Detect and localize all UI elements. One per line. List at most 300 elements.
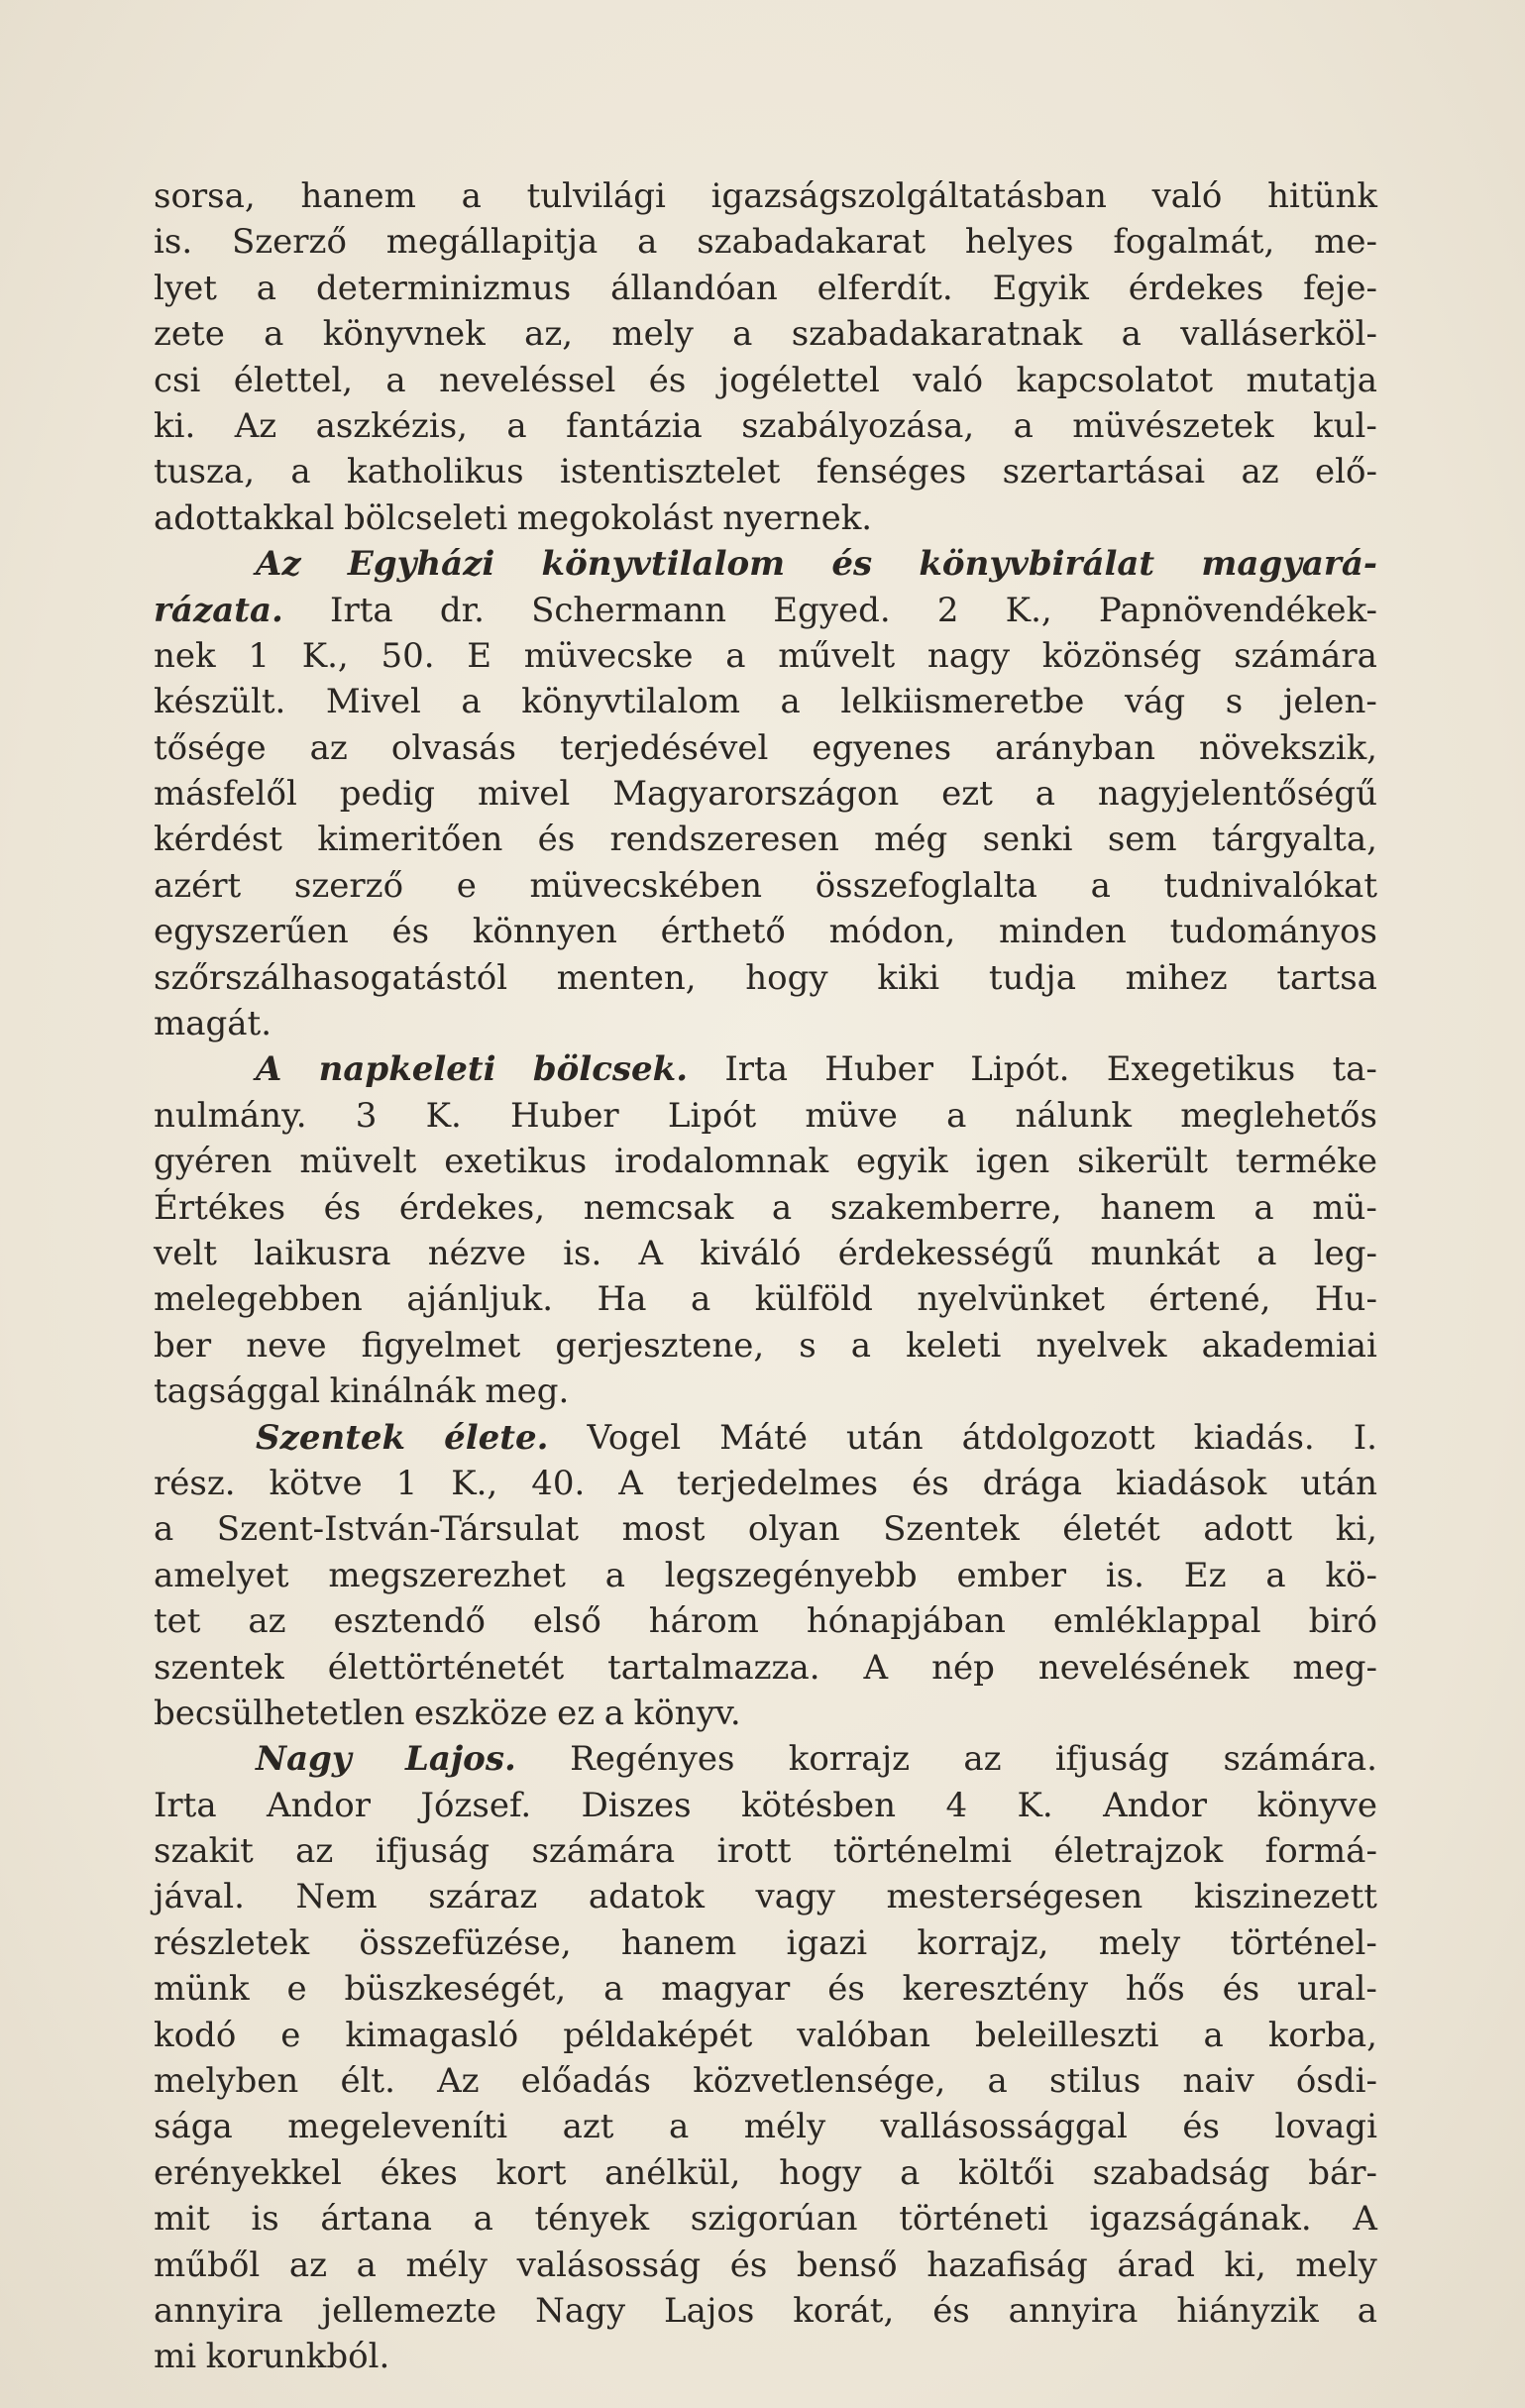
word: a	[1013, 405, 1034, 446]
word: könyv.	[633, 1693, 741, 1733]
word: számára	[531, 1831, 676, 1872]
word: és	[912, 1463, 949, 1503]
word: lyet	[154, 268, 217, 308]
word: a	[1203, 2015, 1224, 2055]
word: élettörténetét	[327, 1647, 565, 1688]
word: a	[1121, 314, 1142, 355]
word: kötve	[269, 1463, 363, 1503]
word: kiadások	[1115, 1463, 1267, 1503]
word: külföld	[754, 1279, 873, 1320]
word: kapcsolatot	[1016, 360, 1214, 400]
word: költői	[958, 2152, 1054, 2193]
word: és	[648, 360, 687, 400]
word: figyelmet	[361, 1325, 521, 1366]
word: szabadakaratnak	[791, 314, 1083, 355]
word: történeti	[899, 2199, 1048, 2240]
word: Diszes	[581, 1785, 692, 1825]
word: determinizmus	[315, 268, 572, 308]
word: való	[913, 360, 984, 400]
text-line	[154, 173, 1377, 219]
word: és	[932, 2290, 970, 2331]
text-line	[154, 1461, 1377, 1506]
word: az	[288, 2244, 328, 2285]
word: a	[732, 314, 753, 355]
italic-title-word: magyará-	[1201, 544, 1377, 585]
word: átdolgozott	[961, 1417, 1155, 1458]
text-line	[154, 863, 1377, 909]
word: elő-	[1315, 452, 1377, 493]
word: müvecskében	[529, 865, 763, 906]
text-line	[154, 1691, 1377, 1736]
word: nagy	[926, 635, 1011, 676]
word: 3	[355, 1095, 378, 1136]
text-line	[154, 1001, 1377, 1046]
word: a	[1265, 1555, 1286, 1595]
word: meg-	[1292, 1647, 1377, 1688]
word: a	[256, 268, 277, 308]
word: és	[323, 1187, 362, 1228]
word: müve	[805, 1095, 898, 1136]
word: és	[729, 2244, 768, 2285]
word: és	[1182, 2107, 1220, 2147]
word: velt	[154, 1233, 217, 1273]
word: egyszerűen	[154, 912, 349, 952]
text-line	[154, 2058, 1377, 2104]
word: melegebben	[154, 1279, 363, 1320]
word: is.	[154, 222, 193, 263]
word: ki.	[154, 405, 196, 446]
text-line	[154, 2013, 1377, 2058]
word: müvecske	[523, 635, 694, 676]
word: igazságának.	[1089, 2199, 1312, 2240]
word: kérdést	[154, 820, 282, 860]
word: csi	[154, 360, 201, 400]
word: Regényes	[570, 1739, 735, 1780]
word: a	[290, 452, 311, 493]
word: erényekkel	[154, 2152, 342, 2193]
word: nevelésének	[1037, 1647, 1250, 1688]
word: igen	[975, 1142, 1050, 1182]
text-line	[154, 1920, 1377, 1966]
word: ural-	[1297, 1969, 1377, 2010]
italic-title-word: és	[831, 544, 873, 585]
word: érthető	[660, 912, 786, 952]
word: a	[987, 2061, 1008, 2102]
word: mesterségesen	[886, 1877, 1144, 1917]
word: a	[900, 2152, 921, 2193]
word: kinálnák	[329, 1371, 476, 1412]
word: ber	[154, 1325, 212, 1366]
word: a	[473, 2199, 493, 2240]
word: hiányzik	[1176, 2290, 1319, 2331]
word: történel-	[1230, 1922, 1377, 1963]
word: me-	[1314, 222, 1377, 263]
word: is.	[563, 1233, 602, 1273]
word: naiv	[1182, 2061, 1254, 2102]
word: megeleveníti	[287, 2107, 508, 2147]
word: mihez	[1125, 957, 1228, 998]
word: hanem	[620, 1922, 737, 1963]
word: eszköze	[414, 1693, 548, 1733]
word: keresztény	[902, 1969, 1089, 2010]
text-line	[154, 449, 1377, 494]
word: Az	[234, 405, 277, 446]
word: számára	[1234, 635, 1377, 676]
text-line	[154, 1598, 1377, 1644]
word: még	[874, 820, 948, 860]
word: ember	[956, 1555, 1066, 1595]
word: a	[604, 1555, 625, 1595]
word: a	[668, 2107, 690, 2147]
word: szakit	[154, 1831, 254, 1872]
word: formá-	[1264, 1831, 1377, 1872]
word: módon,	[828, 912, 956, 952]
word: K.,	[301, 635, 349, 676]
word: becsülhetetlen	[154, 1693, 405, 1733]
word: nép	[931, 1647, 995, 1688]
word: rendszeresen	[609, 820, 839, 860]
word: a	[356, 2244, 377, 2285]
word: Irta	[724, 1049, 788, 1090]
word: a	[946, 1095, 967, 1136]
word: mü-	[1312, 1187, 1377, 1228]
word: korba,	[1267, 2015, 1377, 2055]
word: vagy	[755, 1877, 835, 1917]
word: korát,	[793, 2290, 895, 2331]
word: hogy	[779, 2152, 862, 2193]
italic-title-word: rázata.	[154, 590, 283, 630]
word: tulvilági	[526, 176, 666, 216]
word: most	[621, 1509, 706, 1550]
word: tények	[534, 2199, 650, 2240]
text-line	[154, 403, 1377, 449]
word: műből	[154, 2244, 261, 2285]
text-line	[154, 1783, 1377, 1828]
word: A	[618, 1463, 643, 1503]
word: ajánljuk.	[406, 1279, 554, 1320]
word: akademiai	[1201, 1325, 1377, 1366]
word: ifjuság	[1054, 1739, 1170, 1780]
word: Huber	[510, 1095, 619, 1136]
word: mely	[1098, 1922, 1181, 1963]
text-line	[154, 1093, 1377, 1139]
word: a	[461, 682, 482, 722]
word: József.	[420, 1785, 532, 1825]
italic-title-word: A	[256, 1049, 282, 1090]
italic-title-word: könyvtilalom	[541, 544, 786, 585]
word: laikusra	[254, 1233, 391, 1273]
word: való	[1151, 176, 1223, 216]
word: állandóan	[610, 268, 778, 308]
word: A	[863, 1647, 889, 1688]
text-line	[154, 725, 1377, 771]
word: Andor	[267, 1785, 371, 1825]
word: a	[154, 1509, 174, 1550]
word: könnyen	[472, 912, 617, 952]
word: után	[1300, 1463, 1377, 1503]
word: neveléssel	[439, 360, 616, 400]
word: a	[1253, 1187, 1274, 1228]
word: sága	[154, 2107, 233, 2147]
word: kiadás.	[1193, 1417, 1315, 1458]
italic-title-word: könyvbirálat	[919, 544, 1155, 585]
word: Irta	[154, 1785, 217, 1825]
word: Az	[437, 2061, 480, 2102]
word: Papnövendékek-	[1098, 590, 1377, 630]
word: ifjuság	[375, 1831, 490, 1872]
word: tudja	[988, 957, 1076, 998]
word: katholikus	[347, 452, 524, 493]
word: árad	[1117, 2244, 1195, 2285]
word: bár-	[1308, 2152, 1377, 2193]
word: müvészetek	[1072, 405, 1274, 446]
word: sikerült	[1077, 1142, 1208, 1182]
word: és	[391, 912, 430, 952]
word: a	[771, 1187, 793, 1228]
word: 2	[936, 590, 959, 630]
word: senki	[982, 820, 1073, 860]
word: 1	[395, 1463, 418, 1503]
word: Egyed.	[773, 590, 891, 630]
text-line	[154, 1276, 1377, 1322]
italic-title-word: bölcsek.	[532, 1049, 689, 1090]
word: ki,	[1224, 2244, 1266, 2285]
word: s	[799, 1325, 817, 1366]
text-line	[154, 1368, 1377, 1414]
word: egyenes	[812, 727, 952, 768]
word: szakemberre,	[829, 1187, 1062, 1228]
word: beleilleszti	[975, 2015, 1159, 2055]
text-line	[154, 1553, 1377, 1598]
word: Andor	[1103, 1785, 1208, 1825]
word: egyik	[856, 1142, 948, 1182]
word: Huber	[824, 1049, 933, 1090]
word: fantázia	[566, 405, 703, 446]
word: magyar	[661, 1969, 791, 2010]
word: közvetlensége,	[693, 2061, 946, 2102]
word: dr.	[439, 590, 485, 630]
word: keleti	[906, 1325, 1002, 1366]
word: a	[637, 222, 658, 263]
word: Nem	[295, 1877, 378, 1917]
word: K.,	[1005, 590, 1052, 630]
word: a	[780, 682, 801, 722]
word: szőrszálhasogatástól	[154, 957, 508, 998]
word: mély	[405, 2244, 488, 2285]
word: biró	[1308, 1601, 1377, 1642]
word: jellemezte	[321, 2290, 497, 2331]
word: elferdít.	[817, 268, 953, 308]
text-line	[154, 358, 1377, 403]
word: K.	[1017, 1785, 1053, 1825]
word: a	[725, 635, 746, 676]
text-line	[154, 2150, 1377, 2196]
word: az,	[524, 314, 574, 355]
word: annyira	[1008, 2290, 1139, 2331]
word: münk	[154, 1969, 250, 2010]
word: meglehetős	[1180, 1095, 1377, 1136]
word: Nagy	[535, 2290, 626, 2331]
word: melyben	[154, 2061, 299, 2102]
word: megállapitja	[385, 222, 599, 263]
word: élettel,	[233, 360, 354, 400]
word: terméke	[1235, 1142, 1377, 1182]
word: büszkeségét,	[344, 1969, 567, 2010]
text-line	[154, 909, 1377, 954]
word: müvelt	[299, 1142, 417, 1182]
word: kodó	[154, 2015, 237, 2055]
word: tet	[154, 1601, 201, 1642]
word: Schermann	[531, 590, 727, 630]
word: emléklappal	[1052, 1601, 1261, 1642]
word: szabályozása,	[741, 405, 975, 446]
word: és	[827, 1969, 865, 2010]
word: és	[537, 820, 576, 860]
word: olvasás	[390, 727, 516, 768]
word: három	[648, 1601, 759, 1642]
word: a	[385, 360, 406, 400]
text-line	[154, 771, 1377, 817]
word: szentek	[154, 1647, 284, 1688]
text-line	[154, 2104, 1377, 2149]
word: a	[1256, 1233, 1277, 1273]
word: I.	[1353, 1417, 1377, 1458]
word: nulmány.	[154, 1095, 307, 1136]
word: a	[1035, 774, 1056, 815]
word: minden	[999, 912, 1127, 952]
word: azért	[154, 865, 242, 906]
word: értené,	[1148, 1279, 1271, 1320]
word: ta-	[1332, 1049, 1377, 1090]
word: fogalmát,	[1113, 222, 1275, 263]
word: Máté	[719, 1417, 808, 1458]
word: drága	[982, 1463, 1082, 1503]
word: kötésben	[740, 1785, 897, 1825]
text-line	[154, 541, 1377, 587]
word: adatok	[588, 1877, 705, 1917]
word: szerző	[293, 865, 404, 906]
word: Lipót	[667, 1095, 757, 1136]
word: nyelvek	[1035, 1325, 1167, 1366]
word: érdekes	[1128, 268, 1264, 308]
word: ezt	[941, 774, 993, 815]
word: művelt	[778, 635, 896, 676]
word: olyan	[747, 1509, 840, 1550]
word: Szentek	[883, 1509, 1020, 1550]
word: legszegényebb	[664, 1555, 918, 1595]
word: kiváló	[700, 1233, 802, 1273]
word: érdekességű	[837, 1233, 1054, 1273]
word: meg.	[485, 1371, 570, 1412]
word: istentisztelet	[560, 452, 781, 493]
word: amelyet	[154, 1555, 289, 1595]
word: helyes	[964, 222, 1074, 263]
text-line	[154, 495, 1377, 541]
word: kimeritően	[317, 820, 503, 860]
word: 4	[945, 1785, 968, 1825]
word: e	[280, 2015, 301, 2055]
word: az	[248, 1601, 286, 1642]
word: mely	[611, 314, 694, 355]
word: hős	[1125, 1969, 1185, 2010]
word: Vogel	[587, 1417, 682, 1458]
text-line	[154, 1736, 1377, 1782]
word: is.	[1105, 1555, 1144, 1595]
word: példaképét	[563, 2015, 753, 2055]
body-text	[154, 173, 1377, 2380]
word: mit	[154, 2199, 210, 2240]
text-line	[154, 1046, 1377, 1092]
word: ez	[557, 1693, 596, 1733]
word: másfelől	[154, 774, 297, 815]
word: valásosság	[516, 2244, 702, 2285]
word: az	[309, 727, 348, 768]
word: mivel	[477, 774, 571, 815]
word: vallásossággal	[880, 2107, 1128, 2147]
word: magát.	[154, 1004, 272, 1044]
italic-title-word: Lajos.	[404, 1739, 516, 1780]
word: bölcseleti	[343, 497, 508, 538]
word: összefoglalta	[815, 865, 1037, 906]
text-line	[154, 1231, 1377, 1276]
word: Ha	[597, 1279, 647, 1320]
word: A	[638, 1233, 664, 1273]
word: feje-	[1303, 268, 1377, 308]
word: igazi	[786, 1922, 868, 1963]
word: hónapjában	[806, 1601, 1006, 1642]
word: sem	[1107, 820, 1177, 860]
word: az	[295, 1831, 334, 1872]
word: tagsággal	[154, 1371, 321, 1412]
word: mély	[743, 2107, 826, 2147]
word: a	[461, 176, 482, 216]
italic-title-word: Egyházi	[347, 544, 495, 585]
word: s	[1225, 682, 1244, 722]
text-line	[154, 955, 1377, 1001]
word: annyira	[154, 2290, 283, 2331]
word: nálunk	[1015, 1095, 1132, 1136]
word: első	[532, 1601, 601, 1642]
italic-title-word: Az	[256, 544, 301, 585]
word: adottakkal	[154, 497, 335, 538]
word: lelkiismeretbe	[840, 682, 1085, 722]
word: történelmi	[832, 1831, 1013, 1872]
word: mutatja	[1246, 360, 1377, 400]
text-line	[154, 2196, 1377, 2242]
word: ki,	[1335, 1509, 1377, 1550]
word: K.	[425, 1095, 462, 1136]
word: hitünk	[1267, 176, 1377, 216]
word: igazságszolgáltatásban	[710, 176, 1107, 216]
word: exetikus	[444, 1142, 588, 1182]
word: Exegetikus	[1106, 1049, 1296, 1090]
word: hanem	[300, 176, 416, 216]
word: nyernek.	[722, 497, 873, 538]
word: leg-	[1313, 1233, 1377, 1273]
word: és	[1222, 1969, 1260, 2010]
word: kul-	[1313, 405, 1377, 446]
text-line	[154, 1185, 1377, 1231]
word: azt	[562, 2107, 614, 2147]
word: tudományos	[1169, 912, 1377, 952]
word: mely	[1295, 2244, 1377, 2285]
word: valóban	[797, 2015, 931, 2055]
text-line	[154, 1139, 1377, 1184]
word: benső	[796, 2244, 898, 2285]
word: készült.	[154, 682, 286, 722]
word: hanem	[1100, 1187, 1216, 1228]
word: a	[850, 1325, 872, 1366]
